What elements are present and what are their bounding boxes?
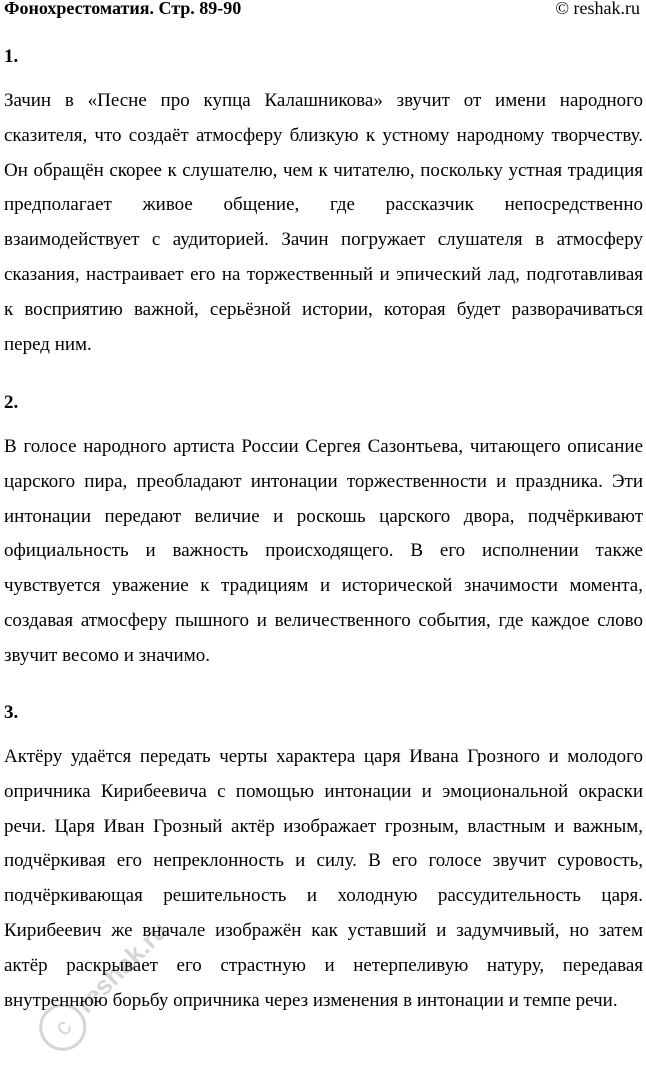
section-text-2: В голосе народного артиста России Сергея Сазонтьева, читающего описание царского пира, преобладают интонации торжественности и праздника. Эти интонации передают величие и роскошь царского двора, подчёркивают официальность и важность происходящего. В его исполнении также чувствуется уважение к традициям и исторической значимости момента, создавая атмосферу пышного и величественного события, где каждое слово звучит весомо и значимо. [4, 436, 643, 666]
page-title: Фонохрестоматия. Стр. 89-90 [4, 0, 242, 18]
page-header [0, 0, 646, 24]
section-text-3: Актёру удаётся передать черты характера царя Ивана Грозного и молодого опричника Кирибеевича с помощью интонации и эмоциональной окраски речи. Царя Иван Грозный актёр изображает грозным, властным и важным, подчёркивая его непреклонность и силу. В его голосе звучит суровость, подчёркивающая решительность и холодную рассудительность царя. Кирибеевич же вначале изображён как уставший и задумчивый, но затем актёр раскрывает его страстную и нетерпеливую натуру, передавая внутреннюю борьбу опричника через изменения в интонации и темпе речи. [4, 746, 643, 1011]
section-number-2: 2. [4, 392, 19, 413]
section-text-1: Зачин в «Песне про купца Калашникова» звучит от имени народного сказителя, что создаёт атмосферу близкую к устному народному творчеству. Он обращён скорее к слушателю, чем к читателю, поскольку устная традиция предполагает живое общение, где рассказчик непосредственно взаимодействует с аудиторией. Зачин погружает слушателя в атмосферу сказания, настраивает его на торжественный и эпический лад, подготавливая к восприятию важной, серьёзной истории, которая будет разворачиваться перед ним. [4, 90, 643, 355]
site-credit: © reshak.ru [555, 0, 640, 18]
section-number-1: 1. [4, 46, 19, 67]
section-number-3: 3. [4, 702, 19, 723]
watermark-text: reshak.ru [69, 914, 174, 1019]
copyright-c-glyph: c [49, 1013, 77, 1042]
